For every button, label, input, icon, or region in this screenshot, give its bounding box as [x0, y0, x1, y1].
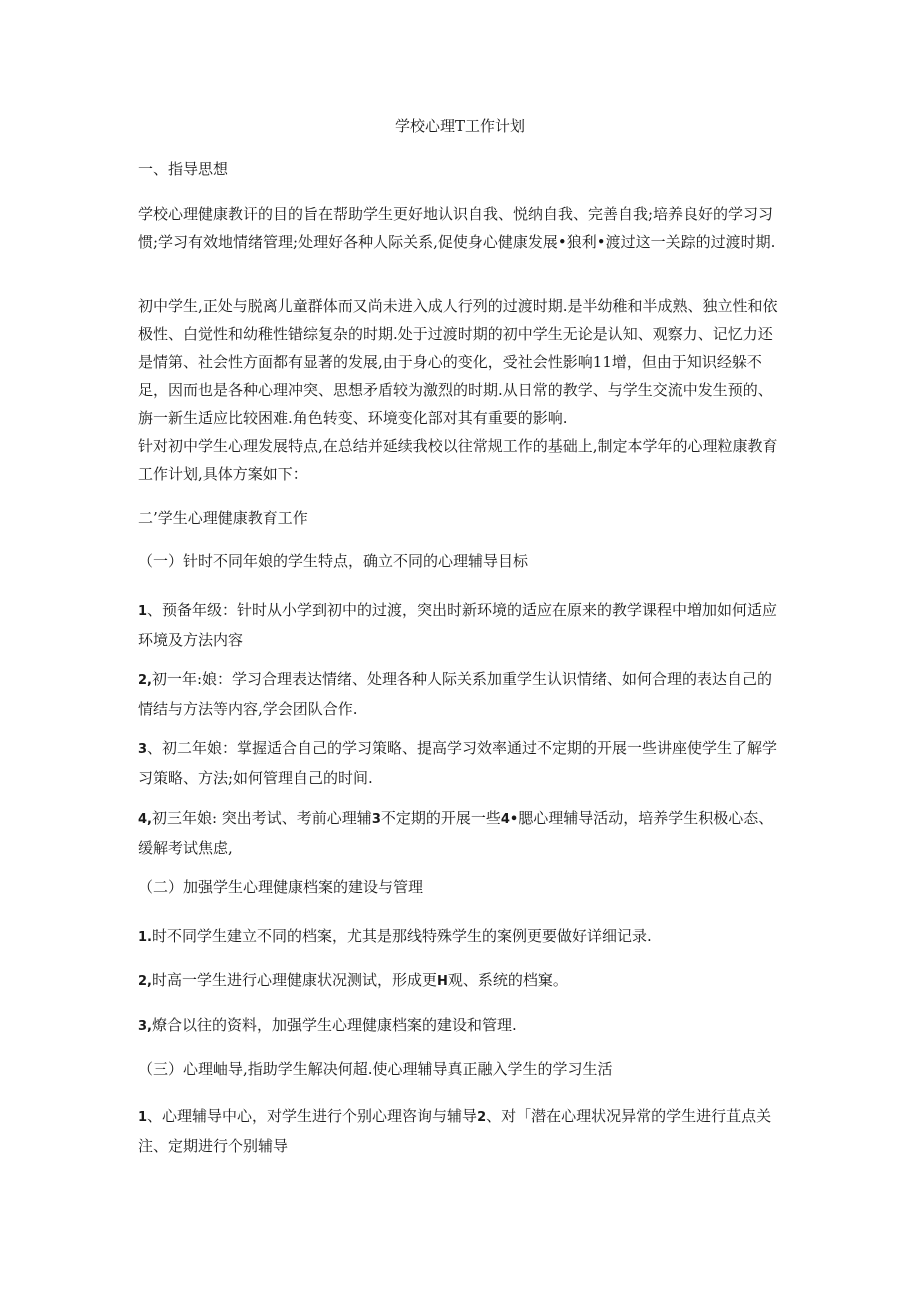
- item-bold-char: H: [437, 974, 448, 989]
- list-item-grade-three: [138, 804, 786, 862]
- item-text: 时不同学生建立不同的档案，尤其是那线特殊学生的案例更要做好详细记录.: [151, 927, 652, 945]
- item-text: 观、系统的档窠。: [447, 971, 568, 989]
- item-text: 腮心理辅导活动，培养学生积极心态、缓解考试焦虑,: [138, 809, 774, 857]
- item-number: 4,: [138, 812, 152, 827]
- list-item-grade-one: [138, 665, 786, 723]
- list-item-archives-2: [138, 966, 786, 996]
- item-number: 2: [477, 1110, 487, 1125]
- subsection-heading-counseling: （三）心理岫导,指助学生解决何超.使心理辅导真正融入学生的学习生活: [138, 1060, 613, 1078]
- paragraph-student-stage: 初中学生,正处与脱离儿童群体而又尚未进入成人行列的过渡时期.是半幼稚和半成熟、独立性和依极性、白觉性和幼稚性错综复杂的时期.处于过渡时期的初中学生无论是认知、观察力、记忆力还是情第、社会性方面都有显著的发展,由于身心的变化，受社会性影响11增，但由于知识经躲不足，因而也是各种心理冲突、思想矛盾较为激烈的时期.从日常的教学、与学生交流中发生预的、旃一新生适应比较困难.角色转变、环境变化部对其有重要的影响.: [138, 297, 778, 427]
- list-item-preparatory-grade: [138, 596, 786, 654]
- item-text: 、初二年娘：掌握适合自己的学习策略、提高学习效率通过不定期的开展一些讲座使学生了解学习策略、方法;如何管理自己的时间.: [138, 739, 778, 787]
- list-item-archives-3: [138, 1011, 786, 1041]
- item-text: 、预备年级：针时从小学到初中的过渡，突出时新环境的适应在原来的教学课程中増加如何适应环境及方法内容: [138, 601, 778, 649]
- list-item-grade-two: [138, 734, 786, 792]
- item-number: 3: [138, 742, 148, 757]
- item-number: 4•: [500, 812, 519, 827]
- section-heading-guiding-thought: 一、指导思想: [138, 160, 229, 178]
- item-text: 不定期的开展一些: [380, 809, 501, 827]
- item-text: 初一年:娘：学习合理表达情绪、处理各种人际关系加重学生认识情绪、如何合理的表达自己的情结与方法等内容,学会团队合作.: [138, 670, 773, 718]
- subsection-heading-grade-goals: （一）针时不同年娘的学生特点，确立不同的心理辅导目标: [138, 552, 529, 570]
- item-number: 2,: [138, 974, 152, 989]
- paragraph-plan-intro: 针对初中学生心理发展特点,在总结并延续我校以往常规工作的基础上,制定本学年的心理粒康教育工作计划,具体方案如下：: [138, 437, 778, 483]
- item-text: 、对「潜在心理状况异常的学生进行苴点关注、定期进行个别辅导: [138, 1107, 772, 1155]
- list-item-archives-1: [138, 922, 786, 952]
- subsection-heading-archives: （二）加强学生心理健康档案的建设与管理: [138, 878, 424, 896]
- list-item-counseling: [138, 1102, 786, 1160]
- item-number: 1: [138, 1110, 148, 1125]
- item-number: 1.: [138, 930, 152, 945]
- item-text: 燎合以往的资料，加强学生心理健康档案的建设和管理.: [151, 1016, 517, 1034]
- section-heading-mental-health-work: 二’学生心理健康教育工作: [138, 509, 308, 527]
- item-text: 时高一学生进行心理健康状况测试，形成更: [151, 971, 437, 989]
- item-number: 3,: [138, 1019, 152, 1034]
- item-number: 2,: [138, 673, 152, 688]
- item-text: 、心理辅导中心，对学生进行个别心理咨询与辅导: [147, 1107, 478, 1125]
- item-number: 3: [371, 812, 381, 827]
- item-number: 1: [138, 604, 148, 619]
- paragraph-purpose: 学校心理健康教讦的目的旨在帮助学生更好地认识自我、悦纳自我、完善自我;培养良好的学习习惯;学习有效地情绪管理;处理好各种人际关系,促使身心健康发展•狼利•渡过这一关踪的过渡时期.: [138, 205, 776, 251]
- item-text: 初三年娘: 突出考试、考前心理辅: [151, 809, 372, 827]
- document-title: 学校心理T工作计划: [394, 117, 525, 135]
